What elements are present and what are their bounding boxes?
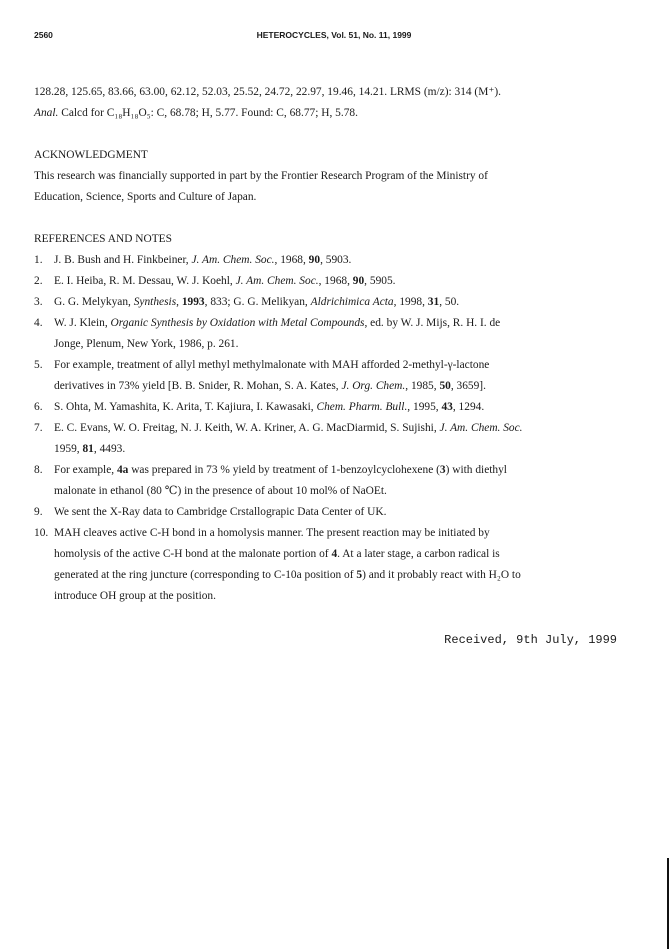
reference-item	[34, 460, 624, 502]
analysis-values: Calcd for C₁₈H₁₈O₅: C, 68.78; H, 5.77. Found: C, 68.77; H, 5.78.	[58, 107, 358, 119]
acknowledgment-title: ACKNOWLEDGMENT	[34, 149, 148, 161]
journal-citation: HETEROCYCLES, Vol. 51, No. 11, 1999	[256, 30, 412, 40]
reference-number: 4.	[34, 317, 43, 329]
received-date: Received, 9th July, 1999	[444, 633, 617, 647]
reference-item	[34, 397, 624, 418]
spectral-data-line: 128.28, 125.65, 83.66, 63.00, 62.12, 52.03, 25.52, 24.72, 22.97, 19.46, 14.21. LRMS (m/z): 314 (M⁺).	[34, 86, 502, 98]
references-title: REFERENCES AND NOTES	[34, 233, 172, 245]
reference-number: 6.	[34, 401, 43, 413]
reference-item	[34, 523, 624, 607]
reference-text: E. C. Evans, W. O. Freitag, N. J. Keith, W. A. Kriner, A. G. MacDiarmid, S. Sujishi, J. Am. Chem. Soc. 1959, 81, 4493.	[54, 422, 523, 455]
reference-item	[34, 250, 624, 271]
acknowledgment-text-1: This research was financially supported in part by the Frontier Research Program of the Ministry of	[34, 170, 488, 182]
reference-text: J. B. Bush and H. Finkbeiner, J. Am. Chem. Soc., 1968, 90, 5903.	[54, 254, 352, 266]
reference-text: G. G. Melykyan, Synthesis, 1993, 833; G. G. Melikyan, Aldrichimica Acta, 1998, 31, 50.	[54, 296, 460, 308]
reference-number: 7.	[34, 422, 43, 434]
reference-item	[34, 355, 624, 397]
reference-number: 2.	[34, 275, 43, 287]
acknowledgment-text-2: Education, Science, Sports and Culture of Japan.	[34, 191, 257, 203]
reference-text: W. J. Klein, Organic Synthesis by Oxidation with Metal Compounds, ed. by W. J. Mijs, R. H. I. de Jonge, Plenum, New York, 1986, p. 261.	[54, 317, 501, 350]
reference-item	[34, 502, 624, 523]
reference-number: 3.	[34, 296, 43, 308]
reference-item	[34, 418, 624, 460]
reference-item	[34, 271, 624, 292]
analysis-line	[34, 103, 624, 124]
reference-text: We sent the X-Ray data to Cambridge Crstallograpic Data Center of UK.	[54, 506, 387, 518]
reference-number: 10.	[34, 527, 49, 539]
reference-item	[34, 313, 624, 355]
reference-item	[34, 292, 624, 313]
page-header	[34, 26, 634, 44]
reference-text: For example, 4a was prepared in 73 % yield by treatment of 1-benzoylcyclohexene (3) with diethyl malonate in ethanol (80 ℃) in the presence of about 10 mol% of NaOEt.	[54, 464, 507, 497]
reference-text: E. I. Heiba, R. M. Dessau, W. J. Koehl, J. Am. Chem. Soc., 1968, 90, 5905.	[54, 275, 396, 287]
reference-text: For example, treatment of allyl methyl methylmalonate with MAH afforded 2-methyl-γ-lactone derivatives in 73% yield [B. B. Snider, R. Mohan, S. A. Kates, J. Org. Chem., 1985, 50, 3659].	[54, 359, 490, 392]
reference-text: MAH cleaves active C-H bond in a homolysis manner. The present reaction may be initiated by homolysis of the active C-H bond at the malonate portion of 4. At a later stage, a carbon radical is generated at the ring juncture (corresponding to C-10a position of 5) and it probably react with H₂O to introduce OH group at the position.	[54, 527, 521, 602]
page-number: 2560	[34, 30, 53, 40]
article-body	[34, 82, 624, 607]
reference-number: 1.	[34, 254, 43, 266]
reference-text: S. Ohta, M. Yamashita, K. Arita, T. Kajiura, I. Kawasaki, Chem. Pharm. Bull., 1995, 43, 1294.	[54, 401, 485, 413]
reference-number: 5.	[34, 359, 43, 371]
anal-label: Anal.	[34, 107, 59, 119]
reference-number: 9.	[34, 506, 43, 518]
reference-number: 8.	[34, 464, 43, 476]
